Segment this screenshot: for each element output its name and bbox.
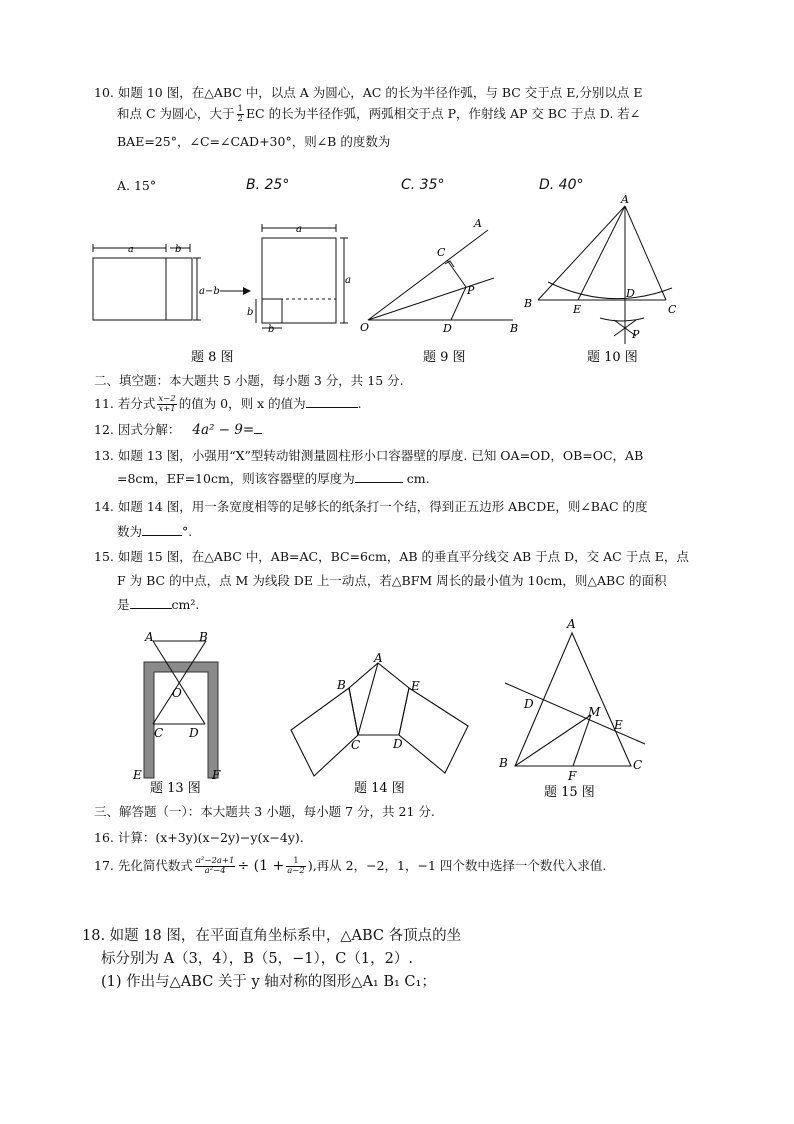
- q12-expr: 4a² − 9=: [192, 422, 255, 438]
- q18-line3: (1) 作出与△ABC 关于 y 轴对称的图形△A₁ B₁ C₁；: [101, 974, 436, 990]
- option-a: A. 15°: [117, 178, 157, 193]
- fig13-caption: 题 13 图: [150, 781, 201, 796]
- fig15-M: M: [588, 705, 601, 719]
- q14-line2-pre: 数为: [117, 524, 143, 539]
- fig15-A: A: [567, 617, 576, 631]
- fig13-O: O: [172, 686, 182, 700]
- fig10-B: B: [524, 297, 533, 310]
- q11-pre: 11. 若分式: [94, 395, 156, 411]
- fig8-label-amb: a−b: [199, 286, 220, 297]
- option-b: B. 25°: [246, 177, 290, 193]
- fig10-P: P: [632, 328, 640, 341]
- q15-line2: F 为 BC 的中点，点 M 为线段 DE 上一动点，若△BFM 周长的最小值为 10cm，则△ABC 的面积: [117, 573, 667, 588]
- fig14-E: E: [411, 679, 420, 693]
- q17-fraction1: [195, 857, 236, 876]
- fig10-D: D: [626, 287, 635, 300]
- fig9-O: O: [360, 321, 370, 334]
- fig14-D: D: [393, 737, 403, 751]
- q18-line1: 18. 如题 18 图，在平面直角坐标系中，△ABC 各顶点的坐: [82, 928, 462, 944]
- half-num: 1: [237, 104, 243, 114]
- section-2-heading: 二、填空题：本大题共 5 小题，每小题 3 分，共 15 分.: [94, 373, 404, 388]
- fig9-A: A: [474, 217, 482, 230]
- fig13-D: D: [189, 726, 199, 740]
- fig9-P: P: [467, 284, 475, 297]
- fig8-label-a3: a: [345, 275, 351, 286]
- fig8-label-b: b: [175, 244, 182, 255]
- q13-line2-pre: =8cm，EF=10cm，则该容器壁的厚度为: [117, 471, 355, 486]
- fig15-D: D: [524, 697, 534, 711]
- fig13-C: C: [154, 726, 164, 740]
- fig13-E: E: [133, 768, 142, 782]
- fig13-B: B: [199, 630, 208, 644]
- fig9-D: D: [443, 322, 452, 335]
- q17-mid: ÷ (1 +: [237, 857, 285, 874]
- fig14-B: B: [337, 678, 346, 692]
- q17-pre: 17. 先化简代数式: [94, 857, 193, 873]
- q15-line1: 15. 如题 15 图，在△ABC 中，AB=AC，BC=6cm，AB 的垂直平分线交 AB 于点 D，交 AC 于点 E，点: [94, 549, 689, 564]
- q11-end: .: [357, 395, 362, 411]
- fig10-E: E: [573, 303, 582, 316]
- q13-line2-post: cm.: [402, 471, 430, 486]
- fig8-caption: 题 8 图: [191, 350, 234, 365]
- q10-line2-post: EC 的长为半径作弧，两弧相交于点 P，作射线 AP 交 BC 于点 D. 若∠: [245, 105, 641, 121]
- fig10-caption: 题 10 图: [587, 350, 638, 365]
- q11-den: x+1: [158, 403, 176, 414]
- fig15-perp-bisector: [505, 683, 645, 744]
- fig15-B: B: [499, 756, 508, 770]
- q17-den2: a−2: [287, 865, 305, 876]
- q17-num: a²−2a+1: [195, 856, 235, 866]
- q11-post: 的值为 0，则 x 的值为: [178, 395, 306, 411]
- option-d: D. 40°: [539, 177, 584, 193]
- q18-line2: 标分别为 A（3，4），B（5，−1），C（1，2）.: [101, 951, 413, 967]
- q17: [94, 857, 606, 876]
- q17-den: a²−4: [204, 865, 226, 876]
- fig14-caption: 题 14 图: [354, 781, 405, 796]
- q17-fraction2: [286, 857, 306, 876]
- fig13-F: F: [212, 768, 221, 782]
- fig15-F: F: [568, 769, 577, 783]
- option-c: C. 35°: [401, 177, 445, 193]
- q13-line1: 13. 如题 13 图，小强用“X”型转动钳测量圆柱形小口容器壁的厚度. 已知 OA=OD，OB=OC，AB: [94, 448, 644, 463]
- fig14-C: C: [351, 738, 361, 752]
- q16: 16. 计算：(x+3y)(x−2y)−y(x−4y).: [94, 830, 304, 845]
- q12-pre: 12. 因式分解：: [94, 422, 181, 437]
- fig8-label-a2: a: [296, 224, 302, 235]
- q11-num: x−2: [158, 394, 176, 404]
- fig15-caption: 题 15 图: [544, 785, 595, 800]
- q17-post: ),再从 2，−2，1，−1 四个数中选择一个数代入求值.: [307, 857, 607, 873]
- q14-line1: 14. 如题 14 图，用一条宽度相等的足够长的纸条打一个结，得到正五边形 ABCDE，则∠BAC 的度: [94, 499, 648, 514]
- q10-line1: 10. 如题 10 图，在△ABC 中，以点 A 为圆心，AC 的长为半径作弧，与 BC 交于点 E,分别以点 E: [94, 85, 643, 100]
- half-den: 2: [237, 113, 243, 124]
- fig9-caption: 题 9 图: [423, 350, 466, 365]
- q10-line3: BAE=25°，∠C=∠CAD+30°，则∠B 的度数为: [117, 134, 391, 149]
- fig10-A: A: [621, 193, 629, 206]
- fig10-C: C: [668, 303, 677, 316]
- fig13-A: A: [145, 630, 154, 644]
- q14-line2-post: °.: [182, 524, 193, 539]
- fig8-label-b2: b: [247, 307, 254, 318]
- q10-line2-pre: 和点 C 为圆心，大于: [117, 105, 235, 121]
- q17-num2: 1: [286, 857, 306, 867]
- q15-line3-post: cm².: [171, 597, 200, 612]
- fig9-B: B: [510, 322, 519, 335]
- fig14-A: A: [374, 651, 383, 665]
- fig15-C: C: [633, 758, 643, 772]
- section-3-heading: 三、解答题（一）：本大题共 3 小题，每小题 7 分，共 21 分.: [94, 804, 435, 819]
- fig15-E: E: [614, 718, 623, 732]
- fig8-label-a: a: [128, 244, 134, 255]
- q15-line3-pre: 是: [117, 597, 130, 612]
- fig9-C: C: [437, 246, 446, 259]
- fig8-label-b3: b: [268, 324, 275, 335]
- fig15-mf: [573, 715, 591, 766]
